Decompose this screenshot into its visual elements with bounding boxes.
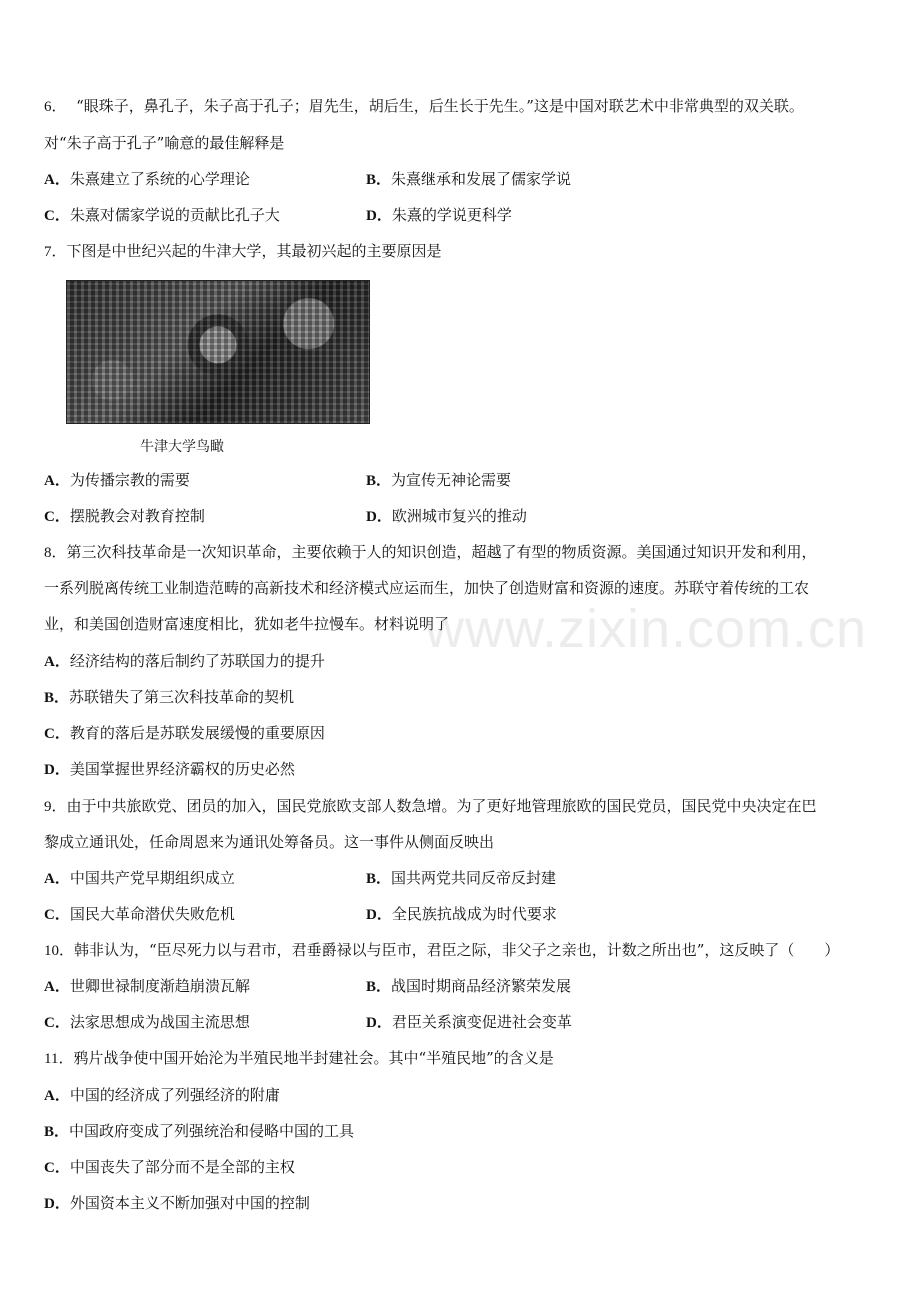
q9-option-d[interactable]: D．全民族抗战成为时代要求 [366,905,557,923]
q9-stem-line1: 9．由于中共旅欧党、团员的加入，国民党旅欧支部人数急增。为了更好地管理旅欧的国民党员，国民党中央决定在巴 [44,797,817,815]
q11-option-b[interactable]: B．中国政府变成了列强统治和侵略中国的工具 [44,1122,355,1140]
q8-option-d[interactable]: D．美国掌握世界经济霸权的历史必然 [44,760,295,778]
q10-option-c[interactable]: C．法家思想成为战国主流思想 [44,1013,250,1031]
q9-option-a[interactable]: A．中国共产党早期组织成立 [44,869,235,887]
watermark: www.zixin.com.cn [425,599,868,659]
q6-stem-line1 [44,96,804,117]
q10-option-b[interactable]: B．战国时期商品经济繁荣发展 [366,977,572,995]
q6-option-a[interactable]: A．朱熹建立了系统的心学理论 [44,170,250,188]
q6-stem-text: “眼珠子，鼻孔子，朱子高于孔子；眉先生，胡后生，后生长于先生。”这是中国对联艺术中非常典型的双关联。 [76,97,804,115]
q6-stem-line2: 对“朱子高于孔子”喻意的最佳解释是 [44,134,285,152]
q10-option-a[interactable]: A．世卿世禄制度渐趋崩溃瓦解 [44,977,250,995]
q6-option-b[interactable]: B．朱熹继承和发展了儒家学说 [366,170,572,188]
q9-stem-line2: 黎成立通讯处，任命周恩来为通讯处筹备员。这一事件从侧面反映出 [44,833,495,851]
q8-stem-line2: 一系列脱离传统工业制造范畴的高新技术和经济模式应运而生，加快了创造财富和资源的速度。苏联守着传统的工农 [44,579,810,597]
q9-option-b[interactable]: B．国共两党共同反帝反封建 [366,869,557,887]
q6-option-d[interactable]: D．朱熹的学说更科学 [366,206,512,224]
q9-option-c[interactable]: C．国民大革命潜伏失败危机 [44,905,235,923]
q6-option-c[interactable]: C．朱熹对儒家学说的贡献比孔子大 [44,206,280,224]
q11-stem-line1: 11．鸦片战争使中国开始沦为半殖民地半封建社会。其中“半殖民地”的含义是 [44,1049,554,1067]
q8-stem-line3: 业，和美国创造财富速度相比，犹如老牛拉慢车。材料说明了 [44,615,450,633]
q6-number: 6． [44,99,67,115]
q7-stem-line1: 7．下图是中世纪兴起的牛津大学，其最初兴起的主要原因是 [44,242,442,260]
q8-option-c[interactable]: C．教育的落后是苏联发展缓慢的重要原因 [44,724,325,742]
q8-option-b[interactable]: B．苏联错失了第三次科技革命的契机 [44,688,295,706]
q7-option-d[interactable]: D．欧洲城市复兴的推动 [366,507,527,525]
oxford-aerial-photo [66,280,370,424]
q8-stem-line1: 8．第三次科技革命是一次知识革命，主要依赖于人的知识创造，超越了有型的物质资源。美国通过知识开发和利用， [44,543,817,561]
q8-option-a[interactable]: A．经济结构的落后制约了苏联国力的提升 [44,652,325,670]
q10-stem-line1: 10．韩非认为，“臣尽死力以与君市，君垂爵禄以与臣市，君臣之际，非父子之亲也，计数之所出也”，这反映了（ ） [44,941,840,959]
q10-option-d[interactable]: D．君臣关系演变促进社会变革 [366,1013,572,1031]
q7-option-b[interactable]: B．为宣传无神论需要 [366,471,512,489]
q7-option-c[interactable]: C．摆脱教会对教育控制 [44,507,205,525]
photo-caption: 牛津大学鸟瞰 [140,439,224,455]
q11-option-c[interactable]: C．中国丧失了部分而不是全部的主权 [44,1158,295,1176]
q11-option-a[interactable]: A．中国的经济成了列强经济的附庸 [44,1086,280,1104]
q11-option-d[interactable]: D．外国资本主义不断加强对中国的控制 [44,1194,310,1212]
q7-option-a[interactable]: A．为传播宗教的需要 [44,471,190,489]
